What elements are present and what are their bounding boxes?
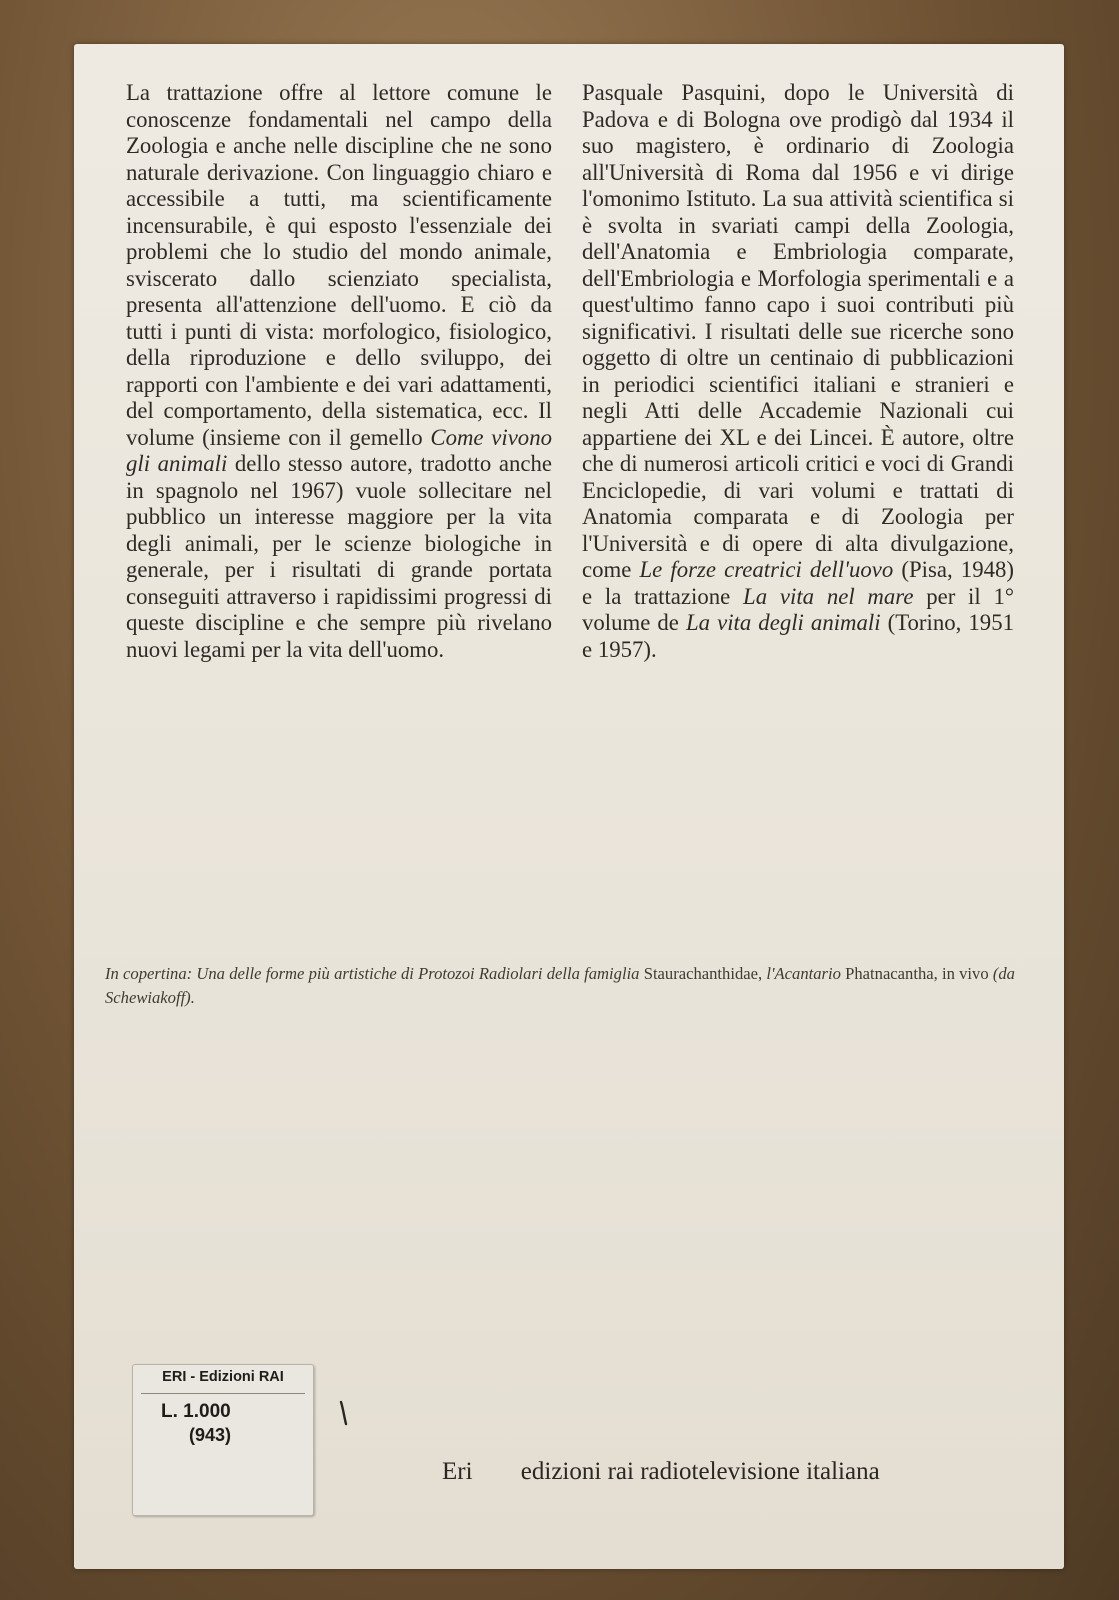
sticker-divider xyxy=(141,1393,305,1394)
publisher-footer xyxy=(442,1458,1022,1486)
caption-genus: Phatnacantha, in vivo xyxy=(845,964,989,983)
description-paragraph xyxy=(126,80,552,663)
description-text: La trattazione offre al lettore comune le conoscenze fondamentali nel campo della Zoologia e anche nelle discipline che ne sono naturale derivazione. Con linguaggio chiaro e accessibile a tutti, ma scientificamente incensurabile, è qui esposto l'essenziale dei problemi che lo studio del mondo animale, sviscerato dallo scienziato specialista, presenta all'attenzione dell'uomo. E ciò da tutti i punti di vista: morfologico, fisiologico, della riproduzione e dello sviluppo, dei rapporti con l'ambiente e dei vari adattamenti, del comportamento, della sistematica, ecc. Il volume (insieme con il gemello xyxy=(126,80,552,450)
author-bio-text-3: per il 1° volume de xyxy=(582,583,1014,635)
book-back-cover xyxy=(74,44,1064,1569)
author-bio-text: Pasquale Pasquini, dopo le Università di Padova e di Bologna ove prodigò dal 1934 il suo magistero, è ordinario di Zoologia all'Università di Roma dal 1956 e vi dirige l'omonimo Istituto. La sua attività scientifica si è svolta in svariati campi della Zoologia, dell'Anatomia e Embriologia comparate, dell'Embriologia e Morfologia sperimentali e a quest'ultimo fanno capo i suoi contributi più significativi. I risultati delle sue ricerche sono oggetto di oltre un centinaio di pubblicazioni in periodici scientifici italiani e stranieri e negli Atti delle Accademie Nazionali cui appartiene dei XL e dei Lincei. È autore, oltre che di numerosi articoli critici e voci di Grandi Enciclopedie, di vari volumi e trattati di Anatomia comparata e di Zoologia per l'Università e di opere di alta divulgazione, come xyxy=(582,80,1014,582)
caption-family: Staurachanthidae, xyxy=(643,964,763,983)
sibling-book-title: Come vivono gli animali xyxy=(126,424,553,476)
author-bio-paragraph xyxy=(582,80,1014,663)
description-text-rest: dello stesso autore, tradotto anche in spagnolo nel 1967) vuole sollecitare nel pubblico un interesse maggiore per la vita degli animali, per le scienze biologiche in generale, per i risultati di grande portata conseguiti attraverso i rapidissimi progressi di queste discipline e che sempre più rivelano nuovi legami per la vita dell'uomo. xyxy=(126,451,552,662)
work-title-3: La vita degli animali xyxy=(685,610,881,635)
sticker-code: (943) xyxy=(189,1425,232,1445)
description-column xyxy=(126,80,552,663)
caption-lead: In copertina: Una delle forme più artistiche di Protozoi Radiolari della famiglia xyxy=(105,964,640,983)
work-title-1: Le forze creatrici dell'uovo xyxy=(639,557,894,582)
sticker-publisher: ERI - Edizioni RAI xyxy=(162,1369,284,1385)
publisher-name: edizioni rai radiotelevisione italiana xyxy=(520,1458,880,1485)
caption-mid: l'Acantario xyxy=(766,964,841,983)
author-bio-text-2: (Pisa, 1948) e la trattazione xyxy=(582,557,1014,609)
work-title-2: La vita nel mare xyxy=(743,583,914,609)
publisher-brand: Eri xyxy=(442,1458,473,1485)
author-bio-column xyxy=(582,80,1014,663)
caption-source: (da Schewiakoff). xyxy=(105,964,1015,1007)
cover-caption xyxy=(105,962,1015,1010)
price-sticker xyxy=(132,1364,314,1516)
sticker-price: L. 1.000 xyxy=(161,1401,231,1422)
author-bio-text-4: (Torino, 1951 e 1957). xyxy=(582,610,1014,662)
ink-mark-icon xyxy=(338,1400,348,1426)
